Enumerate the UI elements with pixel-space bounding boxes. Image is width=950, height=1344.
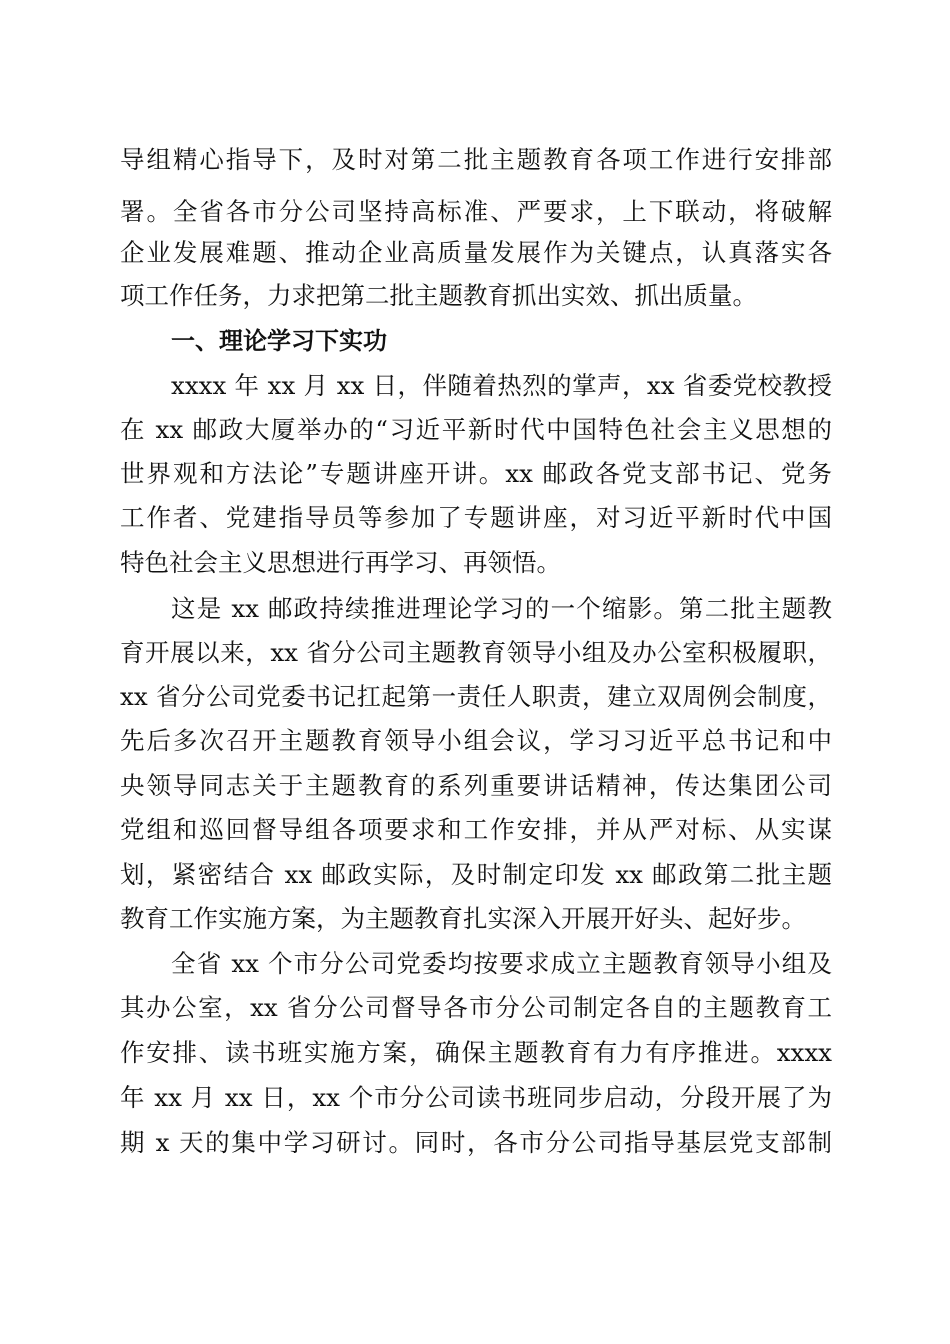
body-text-line: 作安排、读书班实施方案，确保主题教育有力有序推进。xxxx <box>120 1038 832 1067</box>
body-text-line: 特色社会主义思想进行再学习、再领悟。 <box>120 548 561 577</box>
section-heading: 一、理论学习下实功 <box>171 327 387 355</box>
body-text-line: 世界观和方法论”专题讲座开讲。xx 邮政各党支部书记、党务 <box>120 459 832 488</box>
body-text-line: xxxx 年 xx 月 xx 日，伴随着热烈的掌声，xx 省委党校教授 <box>171 371 832 400</box>
body-text-line: 导组精心指导下，及时对第二批主题教育各项工作进行安排部 <box>120 145 832 174</box>
body-text-line: 期 x 天的集中学习研讨。同时，各市分公司指导基层党支部制 <box>120 1128 832 1157</box>
body-text-line: 工作者、党建指导员等参加了专题讲座，对习近平新时代中国 <box>120 503 832 532</box>
body-text-line: 项工作任务，力求把第二批主题教育抓出实效、抓出质量。 <box>120 281 757 310</box>
body-text-line: 党组和巡回督导组各项要求和工作安排，并从严对标、从实谋 <box>120 815 832 844</box>
body-text-line: 先后多次召开主题教育领导小组会议，学习习近平总书记和中 <box>120 726 832 755</box>
body-text-line: 育开展以来，xx 省分公司主题教育领导小组及办公室积极履职， <box>120 638 832 667</box>
body-text-line: 教育工作实施方案，为主题教育扎实深入开展开好头、起好步。 <box>120 904 806 933</box>
body-text-line: 其办公室，xx 省分公司督导各市分公司制定各自的主题教育工 <box>120 993 832 1022</box>
body-text-line: 划，紧密结合 xx 邮政实际，及时制定印发 xx 邮政第二批主题 <box>120 860 832 889</box>
body-text-line: 署。全省各市分公司坚持高标准、严要求，上下联动，将破解 <box>120 197 832 226</box>
body-text-line: 全省 xx 个市分公司党委均按要求成立主题教育领导小组及 <box>171 949 832 978</box>
body-text-line: 年 xx 月 xx 日，xx 个市分公司读书班同步启动，分段开展了为 <box>120 1083 832 1112</box>
body-text-line: 央领导同志关于主题教育的系列重要讲话精神，传达集团公司 <box>120 771 832 800</box>
body-text-line: xx 省分公司党委书记扛起第一责任人职责，建立双周例会制度， <box>120 682 832 711</box>
body-text-line: 这是 xx 邮政持续推进理论学习的一个缩影。第二批主题教 <box>171 594 832 623</box>
body-text-line: 企业发展难题、推动企业高质量发展作为关键点，认真落实各 <box>120 238 832 267</box>
body-text-line: 在 xx 邮政大厦举办的“习近平新时代中国特色社会主义思想的 <box>120 415 832 444</box>
